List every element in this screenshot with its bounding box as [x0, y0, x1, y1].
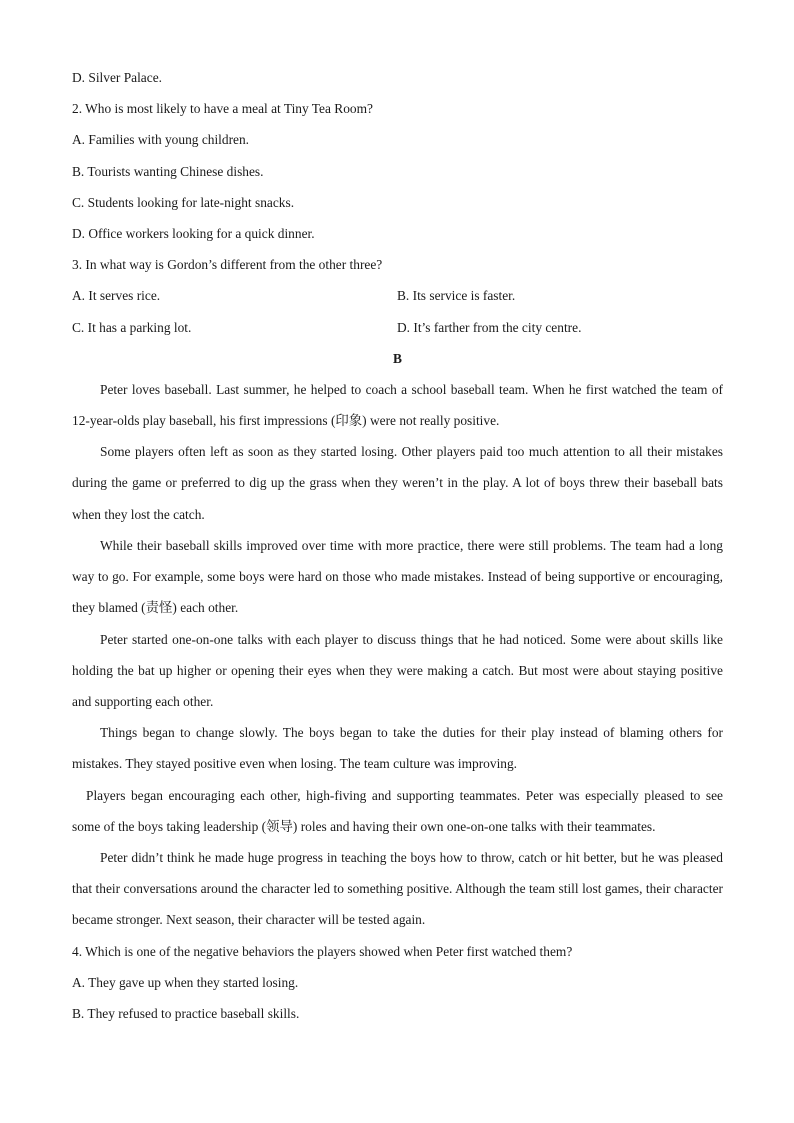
q3-option-c: C. It has a parking lot. [72, 319, 192, 335]
q3-option-a: A. It serves rice. [72, 288, 161, 304]
passage-paragraph-5: Things began to change slowly. The boys began to take the duties for their play instead of blaming others for mistakes. They stayed positive even when losing. The team culture was improving. [72, 725, 723, 772]
passage-paragraph-4: Peter started one-on-one talks with each player to discuss things that he had noticed. Some were about skills like holding the bat up higher or opening their eyes when they were making a catch. But most were about staying positive and supporting each other. [72, 631, 723, 709]
q3-option-b: B. Its service is faster. [397, 288, 516, 304]
q3-option-d: D. It’s farther from the city centre. [397, 319, 582, 335]
section-b-heading: B [393, 350, 402, 366]
passage-paragraph-3: While their baseball skills improved over time with more practice, there were still problems. The team had a long way to go. For example, some boys were hard on those who made mistakes. Instead of being supportive or encouraging, they blamed (责怪) each other. [72, 537, 723, 616]
q4-question: 4. Which is one of the negative behaviors the players showed when Peter first watched them? [72, 943, 573, 959]
q2-option-a: A. Families with young children. [72, 132, 250, 148]
passage-paragraph-1: Peter loves baseball. Last summer, he helped to coach a school baseball team. When he first watched the team of 12-year-olds play baseball, his first impressions (印象) were not really positive. [72, 381, 723, 429]
q2-question: 2. Who is most likely to have a meal at Tiny Tea Room? [72, 101, 373, 117]
q3-options-row-2 [72, 312, 723, 343]
q1-option-d: D. Silver Palace. [72, 70, 162, 85]
q2-option-b: B. Tourists wanting Chinese dishes. [72, 163, 264, 179]
q4-option-a: A. They gave up when they started losing. [72, 974, 299, 990]
q4-option-b: B. They refused to practice baseball skills. [72, 1005, 300, 1021]
q3-question: 3. In what way is Gordon’s different from the other three? [72, 257, 383, 273]
q3-options-row-1 [72, 280, 723, 311]
exam-page [72, 62, 723, 1029]
q2-option-d: D. Office workers looking for a quick dinner. [72, 225, 315, 241]
q2-option-c: C. Students looking for late-night snacks. [72, 194, 295, 210]
passage-paragraph-7: Peter didn’t think he made huge progress in teaching the boys how to throw, catch or hit better, but he was pleased that their conversations around the character led to something positive. Although the team still lost games, their character became stronger. Next season, their character will be tested again. [72, 849, 723, 928]
passage-paragraph-6: Players began encouraging each other, high-fiving and supporting teammates. Peter was especially pleased to see some of the boys taking leadership (领导) roles and having their own one-on-one talks with their teammates. [72, 787, 723, 834]
passage-paragraph-2: Some players often left as soon as they started losing. Other players paid too much attention to all their mistakes during the game or preferred to dig up the grass when they weren’t in the play. A lot of boys threw their baseball bats when they lost the catch. [72, 444, 723, 522]
